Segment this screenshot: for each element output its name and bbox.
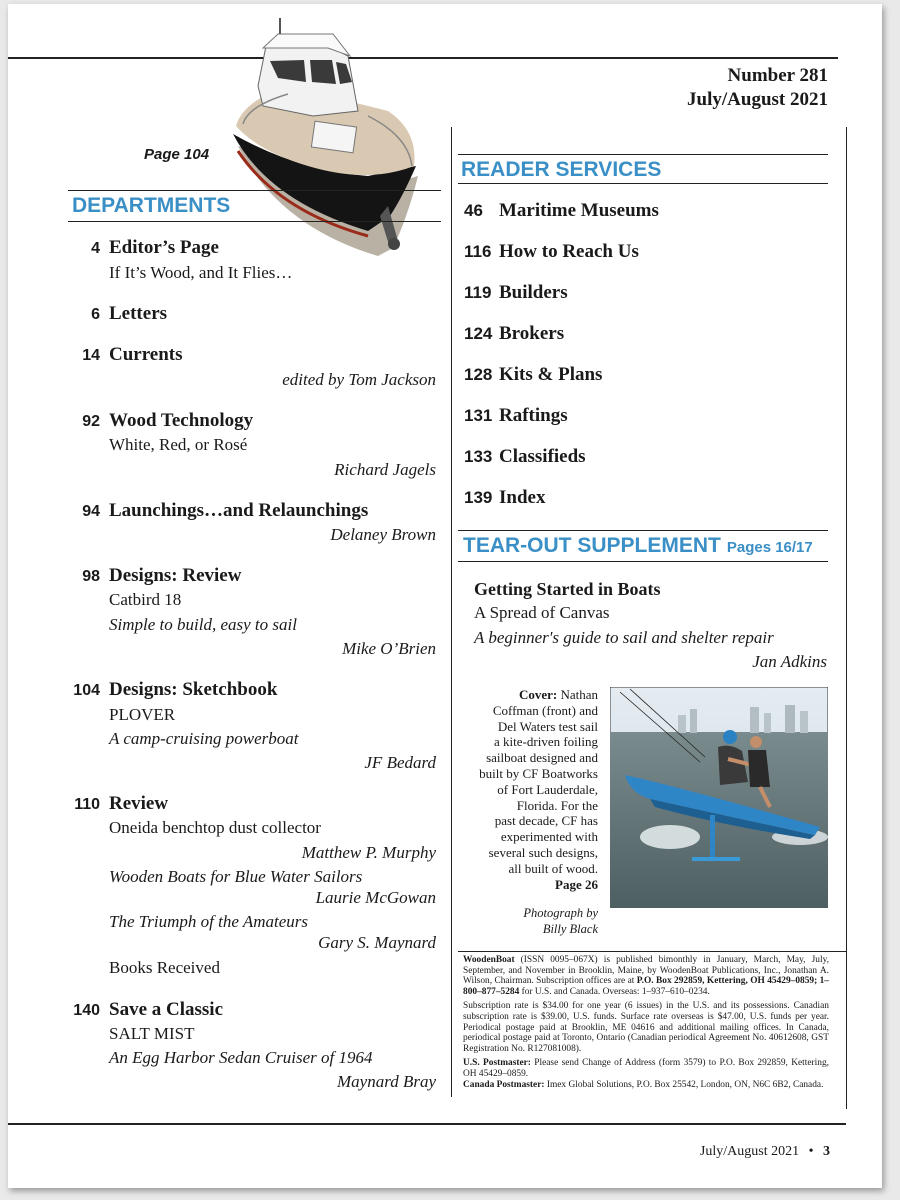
rs-page-number: 131 — [464, 406, 493, 425]
right-border-rule — [846, 127, 847, 1109]
reader-services-heading: READER SERVICES — [461, 158, 662, 181]
list-item — [464, 282, 659, 323]
dept-title: Editor’s Page — [109, 237, 219, 258]
dept-subtitle: Catbird 18 — [109, 590, 182, 609]
dept-title: Designs: Sketchbook — [109, 679, 278, 700]
rs-title: How to Reach Us — [499, 241, 639, 262]
supplement-rule-bottom — [458, 561, 828, 562]
rs-title: Maritime Museums — [499, 200, 659, 221]
dept-author: Gary S. Maynard — [318, 933, 436, 952]
cover-line: experimented with — [500, 829, 598, 845]
dept-subtitle: SALT MIST — [109, 1024, 195, 1043]
dept-tagline: A camp-cruising powerboat — [109, 729, 299, 748]
reader-services-rule-bottom — [458, 183, 828, 184]
rs-title: Raftings — [499, 405, 568, 426]
dept-author: Mike O’Brien — [342, 639, 436, 658]
dept-page-number: 92 — [82, 413, 100, 430]
dept-title: Launchings…and Relaunchings — [109, 500, 369, 521]
cover-line: Florida. For the — [516, 797, 598, 813]
reader-services-rule — [458, 154, 828, 155]
list-item — [464, 323, 659, 364]
footer-bullet: • — [808, 1144, 814, 1159]
us-postmaster-paragraph: U.S. Postmaster: Please send Change of Address (form 3579) to P.O. Box 292859, Kettering, OH 45429–0859. — [463, 1058, 829, 1079]
supplement-author: Jan Adkins — [752, 652, 827, 671]
cover-line: past decade, CF has — [494, 813, 598, 829]
list-item — [464, 364, 659, 405]
rs-page-number: 128 — [464, 365, 493, 384]
footer-page-number: 3 — [823, 1144, 830, 1159]
issue-date: July/August 2021 — [687, 89, 828, 110]
canada-postmaster-paragraph: Canada Postmaster: Imex Global Solutions, P.O. Box 25542, London, ON, N6C 6B2, Canada. — [463, 1079, 824, 1090]
cover-line: several such designs, — [488, 844, 598, 860]
dept-author: Matthew P. Murphy — [301, 843, 436, 862]
subscription-address: P.O. Box 292859, Kettering, OH 45429–0859; 1–800–877–5284 — [463, 976, 829, 997]
publisher-paragraph: WoodenBoat (ISSN 0095–067X) is published bimonthly in January, March, May, July, September, and November in Brooklin, Maine, by WoodenBoat Publications, Inc., Jonathan A. Wilson, Chairman. Subscription offices are at P.O. Box 292859, Kettering, OH 45429–0859; 1–800–877–5284 for U.S. and Canada. Overseas: 1–937–610–0234. — [463, 955, 829, 997]
dept-tagline: An Egg Harbor Sedan Cruiser of 1964 — [109, 1048, 373, 1067]
dept-page-number: 140 — [73, 1002, 100, 1019]
dept-author: Richard Jagels — [334, 460, 436, 479]
dept-review-title: Wooden Boats for Blue Water Sailors — [109, 867, 363, 886]
dept-subtitle: Oneida benchtop dust collector — [109, 818, 321, 837]
cover-line: sailboat designed and — [486, 750, 598, 766]
cover-line: of Fort Lauderdale, — [497, 781, 598, 797]
dept-subtitle: White, Red, or Rosé — [109, 435, 248, 454]
rs-title: Brokers — [499, 323, 565, 344]
photo-credit: Photograph by — [523, 906, 598, 921]
dept-tagline: Simple to build, easy to sail — [109, 615, 297, 634]
supplement-tagline: A beginner's guide to sail and shelter repair — [474, 628, 774, 647]
dept-page-number: 6 — [91, 306, 100, 323]
cover-line: a kite-driven foiling — [494, 734, 598, 750]
cover-caption — [454, 687, 598, 938]
cover-line: all built of wood. — [508, 860, 598, 876]
cover-line: built by CF Boatworks — [479, 765, 598, 781]
publication-name: WoodenBoat — [463, 955, 515, 965]
dept-title: Wood Technology — [109, 410, 254, 431]
supplement-heading: TEAR-OUT SUPPLEMENT — [463, 534, 721, 557]
departments-rule-bottom — [68, 221, 441, 222]
dept-title: Currents — [109, 344, 183, 365]
dept-page-number: 104 — [73, 682, 100, 699]
list-item — [464, 446, 659, 487]
supplement-title: Getting Started in Boats — [474, 579, 661, 599]
rs-title: Classifieds — [499, 446, 586, 467]
rs-title: Kits & Plans — [499, 364, 603, 385]
subscription-paragraph: Subscription rate is $34.00 for one year (6 issues) in the U.S. and its possessions. Canadian subscription rate is $39.00, U.S. funds. Surface rate overseas is $47.00, U.S. funds per year. Periodical postage paid at Brooklin, ME 04616 and additional mailing offices. In Canada, periodical postage paid at Toronto, Ontario (Canadian periodical Agreement No. 40612608, GST Registration No. R127081008). — [463, 1001, 829, 1054]
dept-title: Designs: Review — [109, 565, 242, 586]
list-item — [464, 241, 659, 282]
dept-title: Save a Classic — [109, 999, 223, 1020]
rs-page-number: 116 — [464, 242, 492, 261]
rs-page-number: 133 — [464, 447, 493, 466]
dept-page-number: 94 — [82, 503, 100, 520]
cover-line: Coffman (front) and — [492, 702, 598, 718]
dept-subtitle: PLOVER — [109, 705, 176, 724]
dept-author: Delaney Brown — [330, 525, 436, 544]
cover-page: Page 26 — [555, 876, 598, 892]
cover-photo — [610, 687, 828, 908]
rs-page-number: 46 — [464, 201, 483, 220]
boat-caption: Page 104 — [144, 146, 210, 163]
publisher-notice — [463, 955, 829, 1090]
rs-page-number: 139 — [464, 488, 493, 507]
departments-heading: DEPARTMENTS — [72, 194, 231, 217]
issue-info — [687, 64, 828, 112]
dept-title: Letters — [109, 303, 168, 324]
magazine-page — [8, 4, 882, 1188]
cover-label: Cover: — [518, 687, 558, 702]
powerboat-illustration — [218, 16, 438, 266]
list-item — [464, 200, 659, 241]
rs-title: Builders — [499, 282, 568, 303]
dept-author: edited by Tom Jackson — [282, 370, 436, 389]
rs-page-number: 124 — [464, 324, 493, 343]
cover-line: Del Waters test sail — [497, 718, 598, 734]
supplement-rule — [458, 530, 828, 531]
dept-page-number: 98 — [82, 568, 100, 585]
cover-line: Nathan — [560, 687, 598, 702]
supplement-subtitle: A Spread of Canvas — [474, 603, 610, 622]
footer-date: July/August 2021 — [699, 1144, 800, 1159]
supplement-pages: Pages 16/17 — [726, 539, 813, 556]
list-item — [464, 405, 659, 446]
rs-title: Index — [499, 487, 546, 508]
bottom-rule — [8, 1123, 846, 1125]
page-footer — [700, 1144, 830, 1160]
departments-rule — [68, 190, 441, 191]
issue-number: Number 281 — [727, 65, 828, 86]
dept-subtitle: Books Received — [109, 958, 220, 977]
column-divider — [451, 127, 452, 1097]
dept-author: JF Bedard — [364, 753, 436, 772]
rs-page-number: 119 — [464, 283, 492, 302]
supplement-heading-row — [463, 534, 813, 558]
dept-page-number: 110 — [74, 796, 100, 813]
reader-services-list — [464, 200, 659, 528]
photo-credit: Billy Black — [542, 922, 598, 937]
dept-review-title: The Triumph of the Amateurs — [109, 912, 308, 931]
dept-subtitle: If It’s Wood, and It Flies… — [109, 263, 293, 282]
dept-author: Laurie McGowan — [315, 888, 436, 907]
fineprint-rule — [458, 951, 846, 952]
dept-author: Maynard Bray — [337, 1072, 436, 1091]
dept-title: Review — [109, 793, 169, 814]
list-item — [464, 487, 659, 528]
dept-page-number: 4 — [91, 240, 100, 257]
dept-page-number: 14 — [82, 347, 100, 364]
